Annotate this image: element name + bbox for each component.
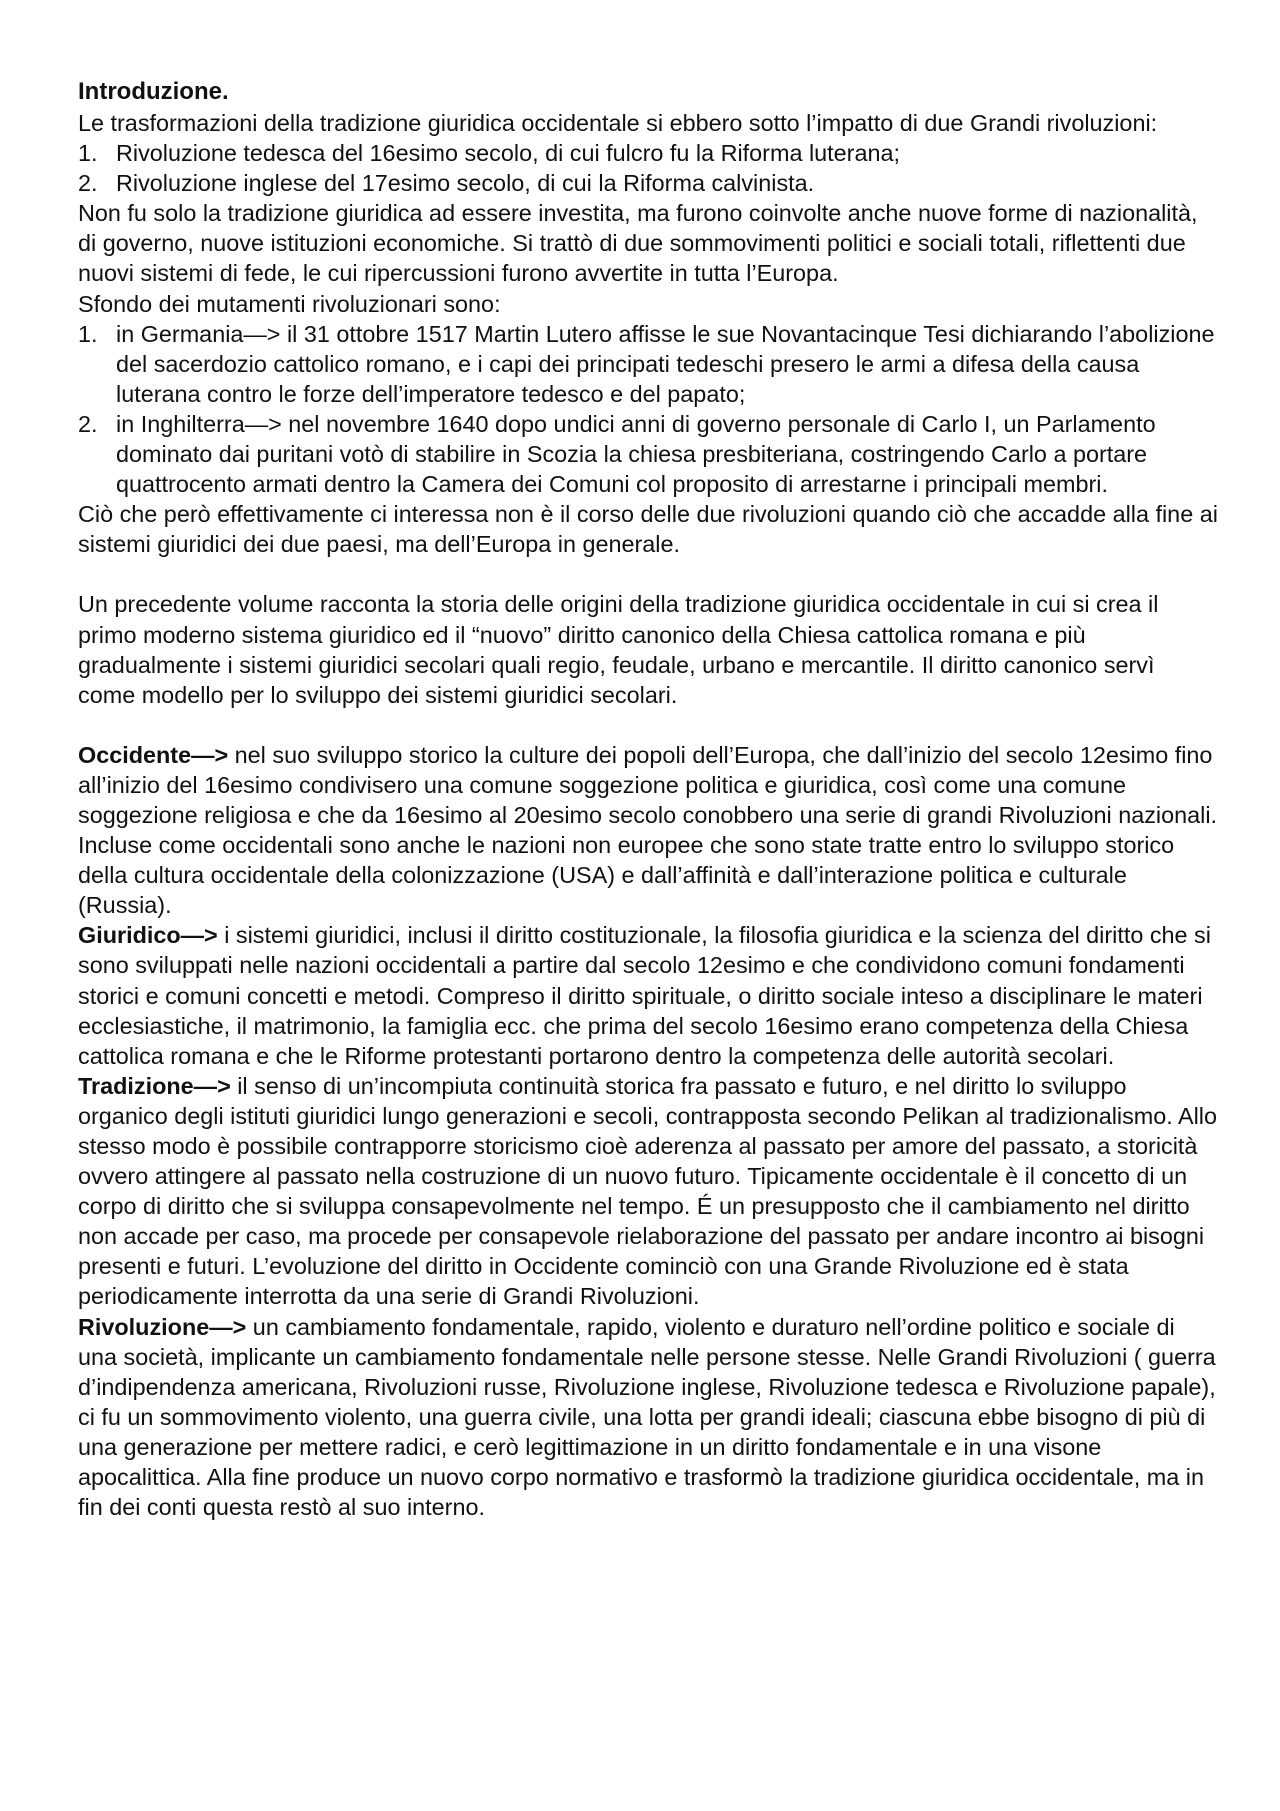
definition-text: nel suo sviluppo storico la culture dei popoli dell’Europa, che dall’inizio del secolo 12esimo fino all’inizio del 16esimo condivisero una comune soggezione politica e giuridica, così come una comune soggezione religiosa e che da 16esimo al 20esimo secolo conobbero una serie di grandi Rivoluzioni nazionali. Incluse come occidentali sono anche le nazioni non europee che sono state tratte entro lo sviluppo storico della cultura occidentale della colonizzazione (USA) e dall’affinità e dall’interazione politica e culturale (Russia). bbox=[78, 741, 1218, 919]
list-item-text: in Germania—> il 31 ottobre 1517 Martin Lutero affisse le sue Novantacinque Tesi dichiarando l’abolizione del sacerdozio cattolico romano, e i capi dei principati tedeschi presero le armi a difesa della causa luterana contro le forze dell’imperatore tedesco e del papato; bbox=[116, 320, 1215, 407]
list-number: 1. bbox=[78, 320, 98, 347]
list-item-text: Rivoluzione inglese del 17esimo secolo, di cui la Riforma calvinista. bbox=[116, 170, 815, 197]
definition-giuridico bbox=[78, 920, 1218, 1070]
list-number: 1. bbox=[78, 140, 98, 167]
list-item bbox=[78, 319, 1218, 409]
definition-term: Occidente—> bbox=[78, 741, 229, 768]
list-item-text: in Inghilterra—> nel novembre 1640 dopo undici anni di governo personale di Carlo I, un Parlamento dominato dai puritani votò di stabilire in Scozia la chiesa presbiteriana, costringendo Carlo a portare quattrocento armati dentro la Camera dei Comuni col proposito di arrestarne i principali membri. bbox=[116, 410, 1156, 498]
document-page bbox=[78, 76, 1218, 1522]
list-item bbox=[78, 168, 1218, 198]
paragraph-transformations: Non fu solo la tradizione giuridica ad essere investita, ma furono coinvolte anche nuove forme di nazionalità, di governo, nuove istituzioni economiche. Si trattò di due sommovimenti politici e sociali totali, riflettenti due nuovi sistemi di fede, le cui ripercussioni furono avvertite in tutta l’Europa. bbox=[78, 200, 1198, 287]
intro-paragraph: Le trasformazioni della tradizione giuridica occidentale si ebbero sotto l’impatto di due Grandi rivoluzioni: bbox=[78, 110, 1158, 136]
list-number: 2. bbox=[78, 170, 98, 197]
list-number: 2. bbox=[78, 410, 98, 437]
paragraph-previous-volume: Un precedente volume racconta la storia delle origini della tradizione giuridica occidentale in cui si crea il primo moderno sistema giuridico ed il “nuovo” diritto canonico della Chiesa cattolica romana e più gradualmente i sistemi giuridici secolari quali regio, feudale, urbano e mercantile. Il diritto canonico servì come modello per lo sviluppo dei sistemi giuridici secolari. bbox=[78, 591, 1159, 708]
definition-rivoluzione bbox=[78, 1312, 1218, 1523]
definition-term: Rivoluzione—> bbox=[78, 1313, 247, 1340]
revolutions-list bbox=[78, 138, 1218, 198]
paragraph-spacer bbox=[78, 710, 1218, 740]
definition-term: Giuridico—> bbox=[78, 922, 218, 949]
list-item bbox=[78, 409, 1218, 499]
definition-text: il senso di un’incompiuta continuità storica fra passato e futuro, e nel diritto lo sviluppo organico degli istituti giuridici lungo generazioni e secoli, contrapposta secondo Pelikan al tradizionalismo. Allo stesso modo è possibile contrapporre storicismo cioè aderenza al passato per amore del passato, a storicità ovvero attingere al passato nella costruzione di un nuovo futuro. Tipicamente occidentale è il concetto di un corpo di diritto che si sviluppa consapevolmente nel tempo. É un presupposto che il cambiamento nel diritto non accade per caso, ma procede per consapevole rielaborazione del passato per andare incontro ai bisogni presenti e futuri. L’evoluzione del diritto in Occidente cominciò con una Grande Rivoluzione ed è stata periodicamente interrotta da una serie di Grandi Rivoluzioni. bbox=[78, 1072, 1218, 1310]
paragraph-interest: Ciò che però effettivamente ci interessa non è il corso delle due rivoluzioni quando ciò che accadde alla fine ai sistemi giuridici dei due paesi, ma dell’Europa in generale. bbox=[78, 501, 1218, 558]
definition-occidente bbox=[78, 740, 1218, 921]
background-intro: Sfondo dei mutamenti rivoluzionari sono: bbox=[78, 290, 501, 317]
list-item bbox=[78, 138, 1218, 168]
definition-text: un cambiamento fondamentale, rapido, violento e duraturo nell’ordine politico e sociale di una società, implicante un cambiamento fondamentale nelle persone stesse. Nelle Grandi Rivoluzioni ( guerra d’indipendenza americana, Rivoluzioni russe, Rivoluzione inglese, Rivoluzione tedesca e Rivoluzione papale), ci fu un sommovimento violento, una guerra civile, una lotta per grandi ideali; ciascuna ebbe bisogno di più di una generazione per mettere radici, e cerò legittimazione in un diritto fondamentale e in una visone apocalittica. Alla fine produce un nuovo corpo normativo e trasformò la tradizione giuridica occidentale, ma in fin dei conti questa restò al suo interno. bbox=[78, 1313, 1216, 1521]
definition-term: Tradizione—> bbox=[78, 1072, 231, 1099]
background-list bbox=[78, 319, 1218, 500]
definition-text: i sistemi giuridici, inclusi il diritto costituzionale, la filosofia giuridica e la scienza del diritto che si sono sviluppati nelle nazioni occidentali a partire dal secolo 12esimo e che condividono comuni fondamenti storici e comuni concetti e metodi. Compreso il diritto spirituale, o diritto sociale inteso a disciplinare le materi ecclesiastiche, il matrimonio, la famiglia ecc. che prima del secolo 16esimo erano competenza della Chiesa cattolica romana e che le Riforme protestanti portarono dentro la competenza delle autorità secolari. bbox=[78, 922, 1211, 1069]
list-item-text: Rivoluzione tedesca del 16esimo secolo, di cui fulcro fu la Riforma luterana; bbox=[116, 140, 900, 167]
page-title: Introduzione. bbox=[78, 78, 229, 105]
paragraph-spacer bbox=[78, 559, 1218, 589]
definition-tradizione bbox=[78, 1071, 1218, 1312]
